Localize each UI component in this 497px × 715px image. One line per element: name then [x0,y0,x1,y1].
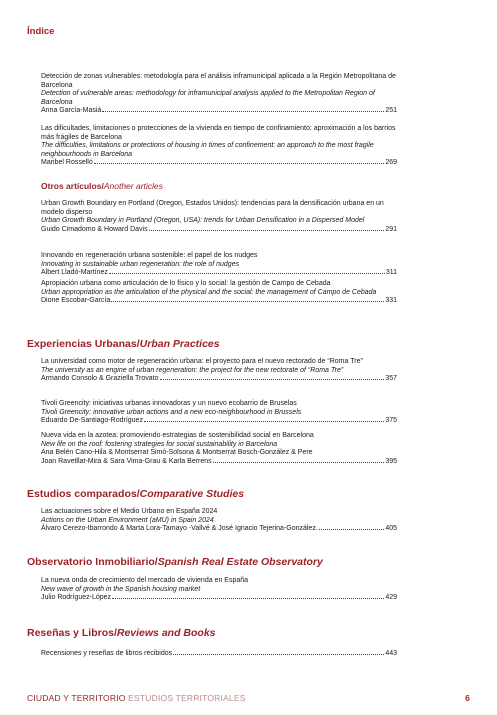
section-heading-es: Observatorio Inmobiliario [27,556,155,568]
entry-author-line [41,650,397,659]
entry-author-line [41,525,397,534]
entry-title-es: Nueva vida en la azotea: promoviendo estrategias de sostenibilidad social en Barcelona [41,432,314,439]
section-heading: Observatorio Inmobiliario/Spanish Real Estate Observatory [27,556,323,568]
entry-title-es: Detección de zonas vulnerables: metodología para el análisis inframunicipal aplicada a la Región Metropolitana de Barcelona [41,73,396,89]
entry-title-es: Innovando en regeneración urbana sostenible: el papel de los nudges [41,252,258,259]
entry-authors: Julio Rodríguez-López [41,594,112,602]
entry-title-es: Las actuaciones sobre el Medio Urbano en España 2024 [41,508,218,515]
entry-title-en: Detection of vulnerable areas: methodology for inframunicipal analysis applied to the Metropolitan Region of Barcelona [41,90,375,106]
entry-author-line [41,375,397,384]
entry-title-en: Urban Growth Boundary in Portland (Oregon, USA): trends for Urban Densification in a Dispersed Model [41,217,365,225]
leader-dots [109,273,385,274]
leader-dots [160,379,385,380]
toc-entry[interactable] [41,358,397,384]
entry-author-line [41,159,397,168]
section-heading: Reseñas y Libros/Reviews and Books [27,627,216,639]
entry-author-line [41,594,397,603]
entry-page: 331 [385,297,397,305]
entry-author-line [41,458,397,467]
entry-page: 357 [385,375,397,383]
leader-dots [111,301,384,302]
entry-author-line [41,269,397,278]
entry-authors: Albert Lladó-Martínez [41,269,108,277]
toc-entry[interactable] [41,650,397,659]
entry-page: 429 [385,594,397,602]
page-footer [27,693,470,703]
entry-title-en: Urban appropriation as the articulation of the physical and the social: the management of Campo de Cebada [41,288,377,296]
entry-authors: Anna García-Masiá [41,107,102,115]
entry-title-es: Las dificultades, limitaciones o protecciones de la vivienda en tiempo de confinamiento: aproximación a los barrios más frágiles de Barcelona [41,125,396,141]
toc-entry[interactable] [41,577,397,603]
entry-title-es: La universidad como motor de regeneración urbana: el proyecto para el nuevo rectorado de “Roma Tre” [41,358,363,365]
toc-entry[interactable] [41,400,397,426]
toc-entry[interactable] [41,200,397,234]
entry-title-en: Tivoli Greencity: innovative urban actions and a new eco-neighbourhood in Brussels [41,408,302,416]
entry-title-es: La nueva onda de crecimiento del mercado de vivienda en España [41,577,249,584]
entry-page: 443 [385,650,397,657]
entry-page: 291 [385,225,397,233]
section-heading-es: Estudios comparados [27,488,137,500]
entry-authors: Armando Consolo & Graziella Trovato [41,375,159,383]
entry-page: 251 [385,107,397,115]
leader-dots [94,163,385,164]
section-heading: Estudios comparados/Comparative Studies [27,488,245,500]
entry-author-line [41,107,397,116]
leader-dots [319,529,385,530]
leader-dots [144,421,384,422]
entry-page: 395 [385,457,397,465]
page-number: 6 [465,693,470,703]
leader-dots [213,462,385,463]
subsection-heading-es: Otros artículos [41,181,102,191]
section-heading-es: Experiencias Urbanas [27,338,137,350]
section-heading-en: Comparative Studies [139,488,245,500]
subsection-heading-en: Another articles [103,181,163,191]
entry-title-en: Innovating in sustainable urban regeneration: the role of nudges [41,260,240,268]
entry-title-es: Apropiación urbana como articulación de lo físico y lo social: la gestión de Campo de Cebada [41,280,331,287]
toc-entry[interactable] [41,125,397,168]
entry-page: 375 [385,417,397,425]
subsection-heading: Otros artículos/Another articles [41,181,163,191]
entry-author-line [41,226,397,235]
entry-author-line [41,417,397,426]
entry-page: 269 [385,159,397,167]
entry-title-en: New wave of growth in the Spanish housing market [41,585,201,593]
toc-entry[interactable] [41,73,397,116]
toc-entry[interactable] [41,280,397,306]
entry-title-es: Tivoli Greencity: iniciativas urbanas innovadoras y un nuevo ecobarrio de Bruselas [41,400,297,407]
toc-entry[interactable] [41,252,397,278]
index-title: Índice [27,26,55,37]
section-heading-en: Reviews and Books [116,627,216,639]
leader-dots [112,598,384,599]
section-heading-en: Spanish Real Estate Observatory [157,556,323,568]
entry-title: Recensiones y reseñas de libros recibidos [41,650,173,657]
toc-entry[interactable] [41,432,397,466]
entry-page: 311 [385,269,397,277]
entry-authors: Joan Ravetllat-Mira & Sara Vima-Grau & Karla Berrens [41,457,212,465]
leader-dots [149,230,385,231]
entry-author-line [41,297,397,306]
section-heading-en: Urban Practices [139,338,220,350]
entry-authors: Dione Escobar-García [41,297,111,305]
entry-title-en: Actions on the Urban Environment (aMU) in Spain 2024 [41,516,214,524]
entry-authors: Eduardo De-Santiago-Rodríguez [41,417,143,425]
leader-dots [102,111,384,112]
section-heading: Experiencias Urbanas/Urban Practices [27,338,220,350]
entry-authors: Álvaro Cerezo-Ibarrondo & Marta Lora-Tamayo -Vallvé & José Ignacio Tejerina-González. [41,525,318,533]
leader-dots [173,654,384,655]
entry-authors: Maribel Rosselló [41,159,93,167]
entry-title-en: The difficulties, limitations or protections of housing in times of confinement: an approach to the most fragile neighbourhoods in Barcelona [41,142,374,158]
journal-subtitle: ESTUDIOS TERRITORIALES [128,693,246,703]
entry-title-en: The university as an engine of urban regeneration: the project for the new rectorate of “Roma Tre” [41,366,344,374]
section-heading-es: Reseñas y Libros [27,627,114,639]
entry-title-es: Urban Growth Boundary en Portland (Oregon, Estados Unidos): tendencias para la densificación urbana en un modelo disperso [41,200,384,216]
journal-name: CIUDAD Y TERRITORIO [27,693,126,703]
entry-authors-line1: Ana Belén Cano-Hila & Montserrat Simó-Solsona & Montserrat Bosch-González & Pere [41,449,313,457]
toc-entry[interactable] [41,508,397,534]
entry-title-en: New life on the roof: fostering strategies for social sustainability in Barcelona [41,440,278,448]
entry-authors: Guido Cimadomo & Howard Davis [41,225,148,233]
entry-page: 405 [385,525,397,533]
